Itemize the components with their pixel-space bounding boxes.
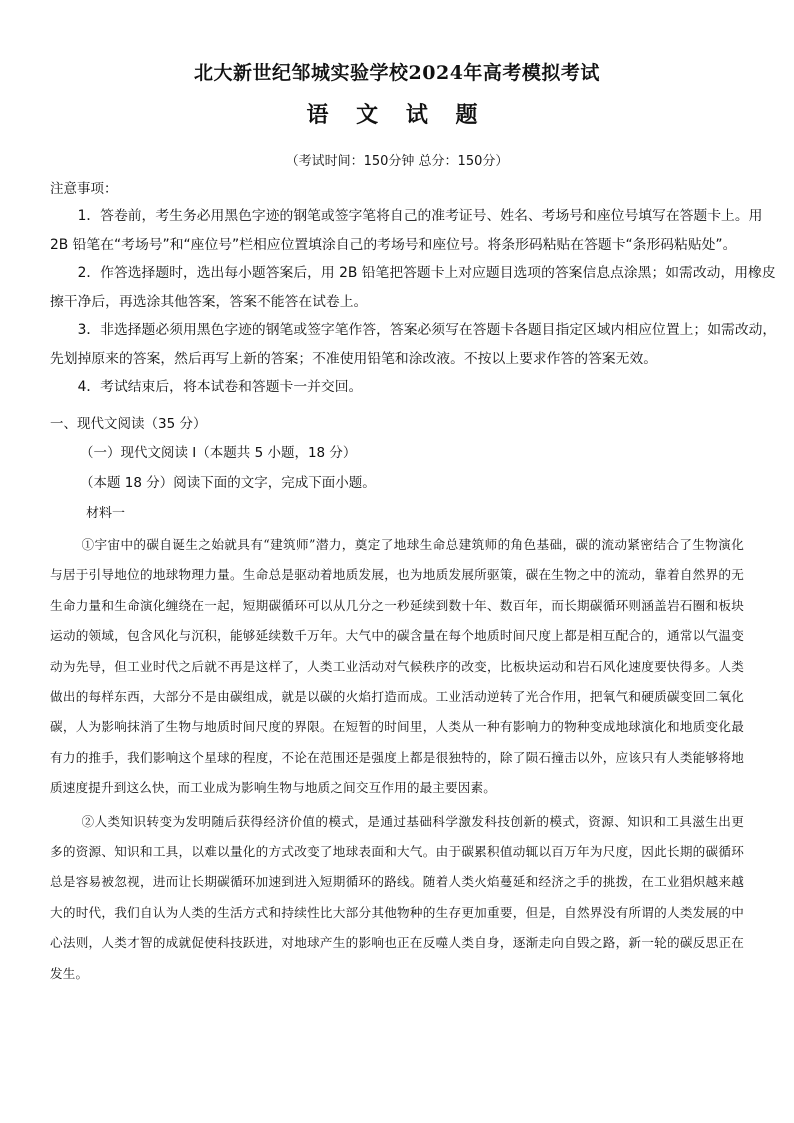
material-label: 材料一 (86, 506, 126, 521)
notice-item: 1．答卷前，考生务必用黑色字迹的钢笔或签字笔将自己的准考证号、姓名、考场号和座位号填写在答题卡上。用 2B 铅笔在“考场号”和“座位号”栏相应位置填涂自己的考场号和座位号。将条形码粘贴在答题卡“条形码粘贴处”。 (50, 208, 763, 253)
notice-item: 4．考试结束后，将本试卷和答题卡一并交回。 (77, 379, 363, 395)
notice-heading: 注意事项： (50, 181, 118, 197)
notice-list (50, 202, 780, 402)
reading-paragraph: ②人类知识转变为发明随后获得经济价值的模式，是通过基础科学激发科技创新的模式，资源、知识和工具滋生出更多的资源、知识和工具，以难以量化的方式改变了地球表面和大气。由于碳累积值动辄以百万年为尺度，因此长期的碳循环总是容易被忽视，进而让长期碳循环加速到进入短期循环的路线。随着人类火焰蔓延和经济之手的挑拨，在工业猖炽越来越大的时代，我们自认为人类的生活方式和持续性比大部分其他物种的生存更加重要，但是，自然界没有所谓的人类发展的中心法则，人类才智的成就促使科技跃进，对地球产生的影响也正在反噬人类自身，逐渐走向自毁之路，新一轮的碳反思正在发生。 (50, 813, 744, 981)
notice-item: 2．作答选择题时，选出每小题答案后，用 2B 铅笔把答题卡上对应题目选项的答案信息点涂黑；如需改动，用橡皮擦干净后，再选涂其他答案，答案不能答在试卷上。 (50, 265, 776, 310)
subject-title: 语 文 试 题 (306, 102, 488, 128)
reading-passage (50, 530, 744, 989)
notice-item: 3．非选择题必须用黑色字迹的钢笔或签字笔作答，答案必须写在答题卡各题目指定区域内相应位置上；如需改动，先划掉原来的答案，然后再写上新的答案；不准使用铅笔和涂改液。不按以上要求作答的答案无效。 (50, 322, 777, 367)
exam-info: （考试时间：150分钟 总分：150分） (285, 154, 509, 169)
exam-title: 北大新世纪邹城实验学校2024年高考模拟考试 (194, 62, 600, 84)
section-heading: 一、现代文阅读（35 分） (50, 416, 207, 432)
reading-paragraph: ①宇宙中的碳自诞生之始就具有“建筑师”潜力，奠定了地球生命总建筑师的角色基础，碳的流动紧密结合了生物演化与居于引导地位的地球物理力量。生命总是驱动着地质发展，也为地质发展所驱策，碳在生物之中的流动，靠着自然界的无生命力量和生命演化缠绕在一起，短期碳循环可以从几分之一秒延续到数十年、数百年，而长期碳循环则涵盖岩石圈和板块运动的领域，包含风化与沉积，能够延续数千万年。大气中的碳含量在每个地质时间尺度上都是相互配合的，通常以气温变动为先导，但工业时代之后就不再是这样了，人类工业活动对气候秩序的改变，比板块运动和岩石风化速度要快得多。人类做出的每样东西，大部分不是由碳组成，就是以碳的火焰打造而成。工业活动逆转了光合作用，把氧气和硬质碳变回二氧化碳，人为影响抹消了生物与地质时间尺度的界限。在短暂的时间里，人类从一种有影响力的物种变成地球演化和地质变化最有力的推手，我们影响这个星球的程度，不论在范围还是强度上都是很独特的，除了陨石撞击以外，应该只有人类能够将地质速度提升到这么快，而工业成为影响生物与地质之间交互作用的最主要因素。 (50, 537, 744, 796)
section-subheading: （一）现代文阅读 I（本题共 5 小题，18 分） (80, 445, 357, 461)
section-instruction: （本题 18 分）阅读下面的文字，完成下面小题。 (80, 475, 376, 491)
